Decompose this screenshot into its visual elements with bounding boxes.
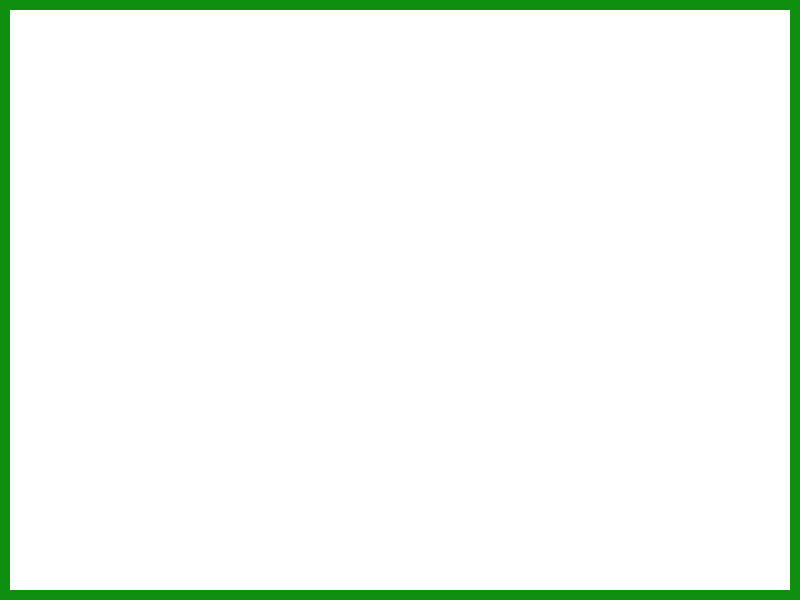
- spreadsheet[interactable]: [10, 10, 790, 590]
